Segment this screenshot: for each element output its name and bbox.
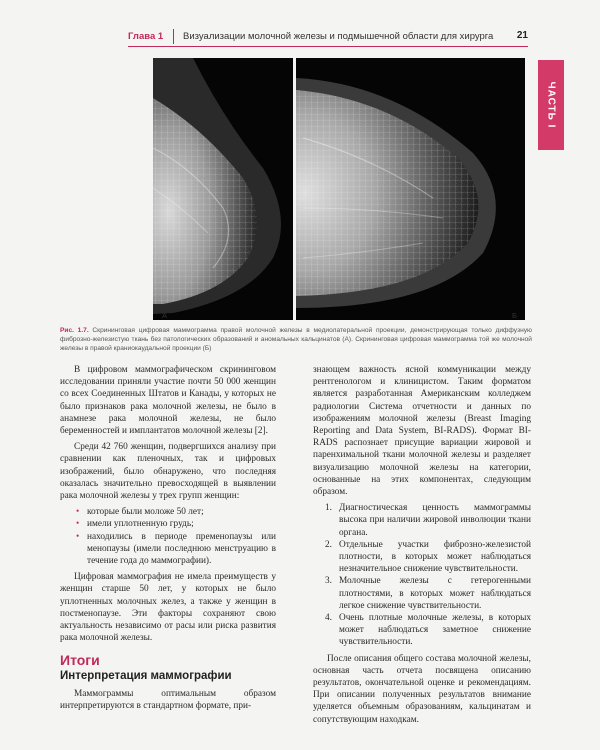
header-rule xyxy=(128,46,528,47)
list-number: 4. xyxy=(325,613,332,624)
figure-caption xyxy=(60,326,532,354)
list-item xyxy=(313,539,531,576)
list-item: • имели уплотненную грудь; xyxy=(60,518,276,530)
part-side-tab xyxy=(538,60,564,150)
figure-label-a: А xyxy=(162,311,168,320)
chapter-label: Глава 1 xyxy=(128,31,164,42)
list-item xyxy=(313,575,531,612)
mammogram-image xyxy=(153,58,525,320)
paragraph: Цифровая маммография не имела преимуществ у женщин старше 50 лет, у которых не было уплотненных молочных желез, а также у женщин в постменопаузе. Эти факторы сохраняют свою актуальность независимо от расы или риска развития рака молочной железы. xyxy=(60,572,276,644)
caption-text: Скрининговая цифровая маммограмма правой молочной железы в медиолатеральной проекции, демонстрирующая только диффузную фиброзно-железистую ткань без патологических образований и аномальных кальцинатов (А). Скрининговая цифровая маммограмма той же молочной железы в правой краниокаудальной проекции (Б) xyxy=(60,327,532,353)
list-text: Молочные железы с гетерогенными плотностями, в которых может наблюдаться легкое снижение чувствительности. xyxy=(339,576,531,611)
list-item: • которые были моложе 50 лет; xyxy=(60,506,276,518)
list-text: Очень плотные молочные железы, в которых может наблюдаться заметное снижение чувствительности. xyxy=(339,613,531,648)
chapter-title: Визуализации молочной железы и подмышечной области для хирурга xyxy=(183,31,494,42)
caption-label: Рис. 1.7. xyxy=(60,327,89,334)
page-number: 21 xyxy=(516,30,528,41)
list-number: 2. xyxy=(325,539,332,550)
paragraph: знающем важность ясной коммуникации между рентгенологом и клиницистом. Таким форматом является разработанная Американским колледжем радиологии Система отчетности и данных по изображениям молочной железы (Breast Imaging Reporting and Data System, BI-RADS). Формат BI-RADS распознает присущие вариации жировой и паренхимальной ткани молочной железы и разделяет визуализацию молочной железы на категории, основанные на этих компонентах, следующим образом. xyxy=(313,365,531,498)
paragraph: После описания общего состава молочной железы, основная часть отчета посвящена описанию результатов, окончательной оценке и рекомендациям. При описании полученных результатов внимание уделяется объемным образованиям, кальцинатам и сопутствующим находкам. xyxy=(313,653,531,725)
right-column xyxy=(313,364,531,730)
paragraph: Среди 42 760 женщин, подвергшихся анализу при сравнении как пленочных, так и цифровых изображений, было обнаружено, что последняя оказалась значительно превосходящей в выявлении рака молочной железы у трех групп женщин: xyxy=(60,442,276,502)
running-header xyxy=(128,30,528,46)
part-label: ЧАСТЬ I xyxy=(545,81,557,129)
subsection-heading-interpretation: Интерпретация маммографии xyxy=(60,669,232,682)
list-item xyxy=(313,502,531,539)
list-number: 1. xyxy=(325,503,332,514)
list-item xyxy=(313,612,531,649)
section-heading-summary: Итоги xyxy=(60,652,100,669)
list-text: Отдельные участки фиброзно-железистой плотности, в которых может наблюдаться незначительное снижение чувствительности. xyxy=(339,539,531,575)
left-column xyxy=(60,364,276,716)
list-text: Диагностическая ценность маммограммы высока при наличии жировой инволюции ткани органа. xyxy=(339,503,531,538)
mammogram-figure xyxy=(153,58,525,320)
paragraph: Маммограммы оптимальным образом интерпретируются в стандартном формате, при- xyxy=(60,688,276,712)
numbered-list xyxy=(313,502,531,648)
figure-label-b: Б xyxy=(512,311,517,320)
header-separator xyxy=(173,29,174,44)
list-number: 3. xyxy=(325,576,332,587)
bullet-list xyxy=(60,506,276,567)
list-item: • находились в периоде пременопаузы или менопаузы (имели последнюю менструацию в течение года до маммографии). xyxy=(60,531,276,568)
paragraph: В цифровом маммографическом скрининговом исследовании приняли участие почти 50 000 женщин со всех Соединенных Штатов и Канады, у которых не было признаков рака молочной железы, не было в анамнезе рака молочной железы, не было беременностей и имплантатов молочной железы [2]. xyxy=(60,365,276,437)
